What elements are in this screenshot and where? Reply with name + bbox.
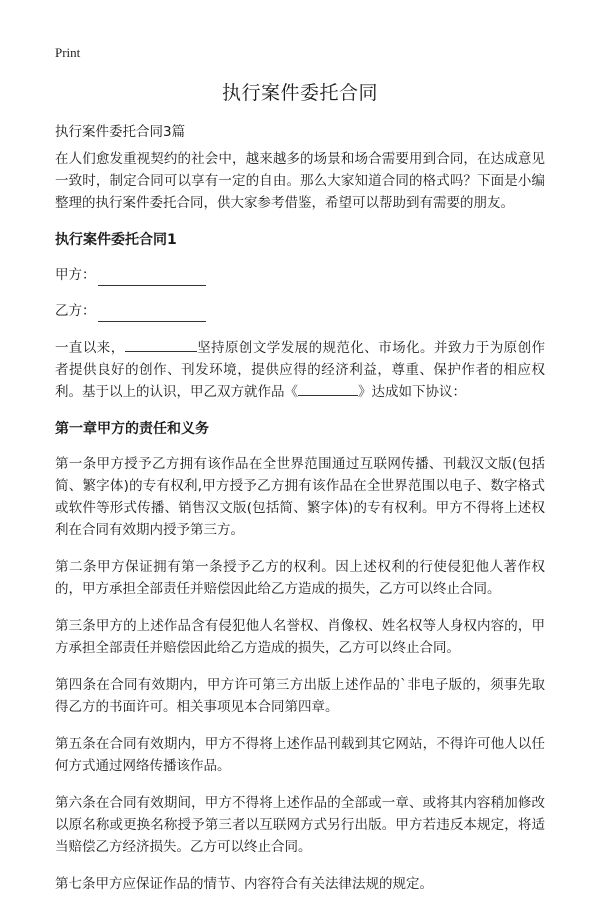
preamble-blank-1 [125, 337, 197, 352]
article-7: 第七条甲方应保证作品的情节、内容符合有关法律法规的规定。 [55, 876, 433, 892]
party-b-label: 乙方： [55, 303, 96, 319]
article-6: 第六条在合同有效期间，甲方不得将上述作品的全部或一章、或将其内容稍加修改以原名称或更换名称授予第三者以互联网方式另行出版。甲方若违反本规定，将适当赔偿乙方经济损失。乙方可以终止合同。 [55, 795, 545, 855]
document-subtitle: 执行案件委托合同3篇 [55, 124, 186, 140]
document-body [55, 148, 545, 910]
print-link[interactable]: Print [55, 45, 81, 60]
party-a-line [55, 264, 545, 286]
preamble-part-2: 坚持原创文学发展的规范化、市场化。并致力于为原创作者提供良好的创作、刊发环境，提供应得的经济利益，尊重、保护作者的相应权利。基于以上的认识，甲乙双方就作品《 [55, 340, 546, 400]
article-4: 第四条在合同有效期内，甲方许可第三方出版上述作品的`非电子版的，须事先取得乙方的书面许可。相关事项见本合同第四章。 [55, 677, 545, 715]
preamble-blank-2 [298, 381, 358, 396]
article-3: 第三条甲方的上述作品含有侵犯他人名誉权、肖像权、姓名权等人身权内容的，甲方承担全部责任并赔偿因此给乙方造成的损失，乙方可以终止合同。 [55, 618, 545, 656]
article-5: 第五条在合同有效期内，甲方不得将上述作品刊载到其它网站，不得许可他人以任何方式通过网络传播该作品。 [55, 736, 545, 774]
chapter-1-heading: 第一章甲方的责任和义务 [55, 421, 209, 437]
party-a-blank [98, 271, 206, 286]
party-b-blank [98, 307, 206, 322]
document-title: 执行案件委托合同 [221, 82, 378, 104]
contract-1-heading: 执行案件委托合同1 [55, 232, 177, 248]
party-b-line [55, 300, 545, 322]
party-a-label: 甲方： [55, 267, 96, 283]
article-2: 第二条甲方保证拥有第一条授予乙方的权利。因上述权利的行使侵犯他人著作权的，甲方承担全部责任并赔偿因此给乙方造成的损失，乙方可以终止合同。 [55, 559, 545, 597]
preamble-part-1: 一直以来， [55, 340, 125, 356]
preamble-part-3: 》达成如下协议： [358, 384, 466, 400]
contract-preamble [55, 337, 545, 403]
article-1: 第一条甲方授予乙方拥有该作品在全世界范围通过互联网传播、刊载汉文版(包括简、繁字体)的专有权利,甲方授予乙方拥有该作品在全世界范围以电子、数字格式或软件等形式传播、销售汉文版(包括简、繁字体)的专有权利。甲方不得将上述权利在合同有效期内授予第三方。 [55, 456, 545, 538]
intro-paragraph: 在人们愈发重视契约的社会中，越来越多的场景和场合需要用到合同，在达成意见一致时，制定合同可以享有一定的自由。那么大家知道合同的格式吗？下面是小编整理的执行案件委托合同，供大家参考借鉴，希望可以帮助到有需要的朋友。 [55, 151, 545, 211]
